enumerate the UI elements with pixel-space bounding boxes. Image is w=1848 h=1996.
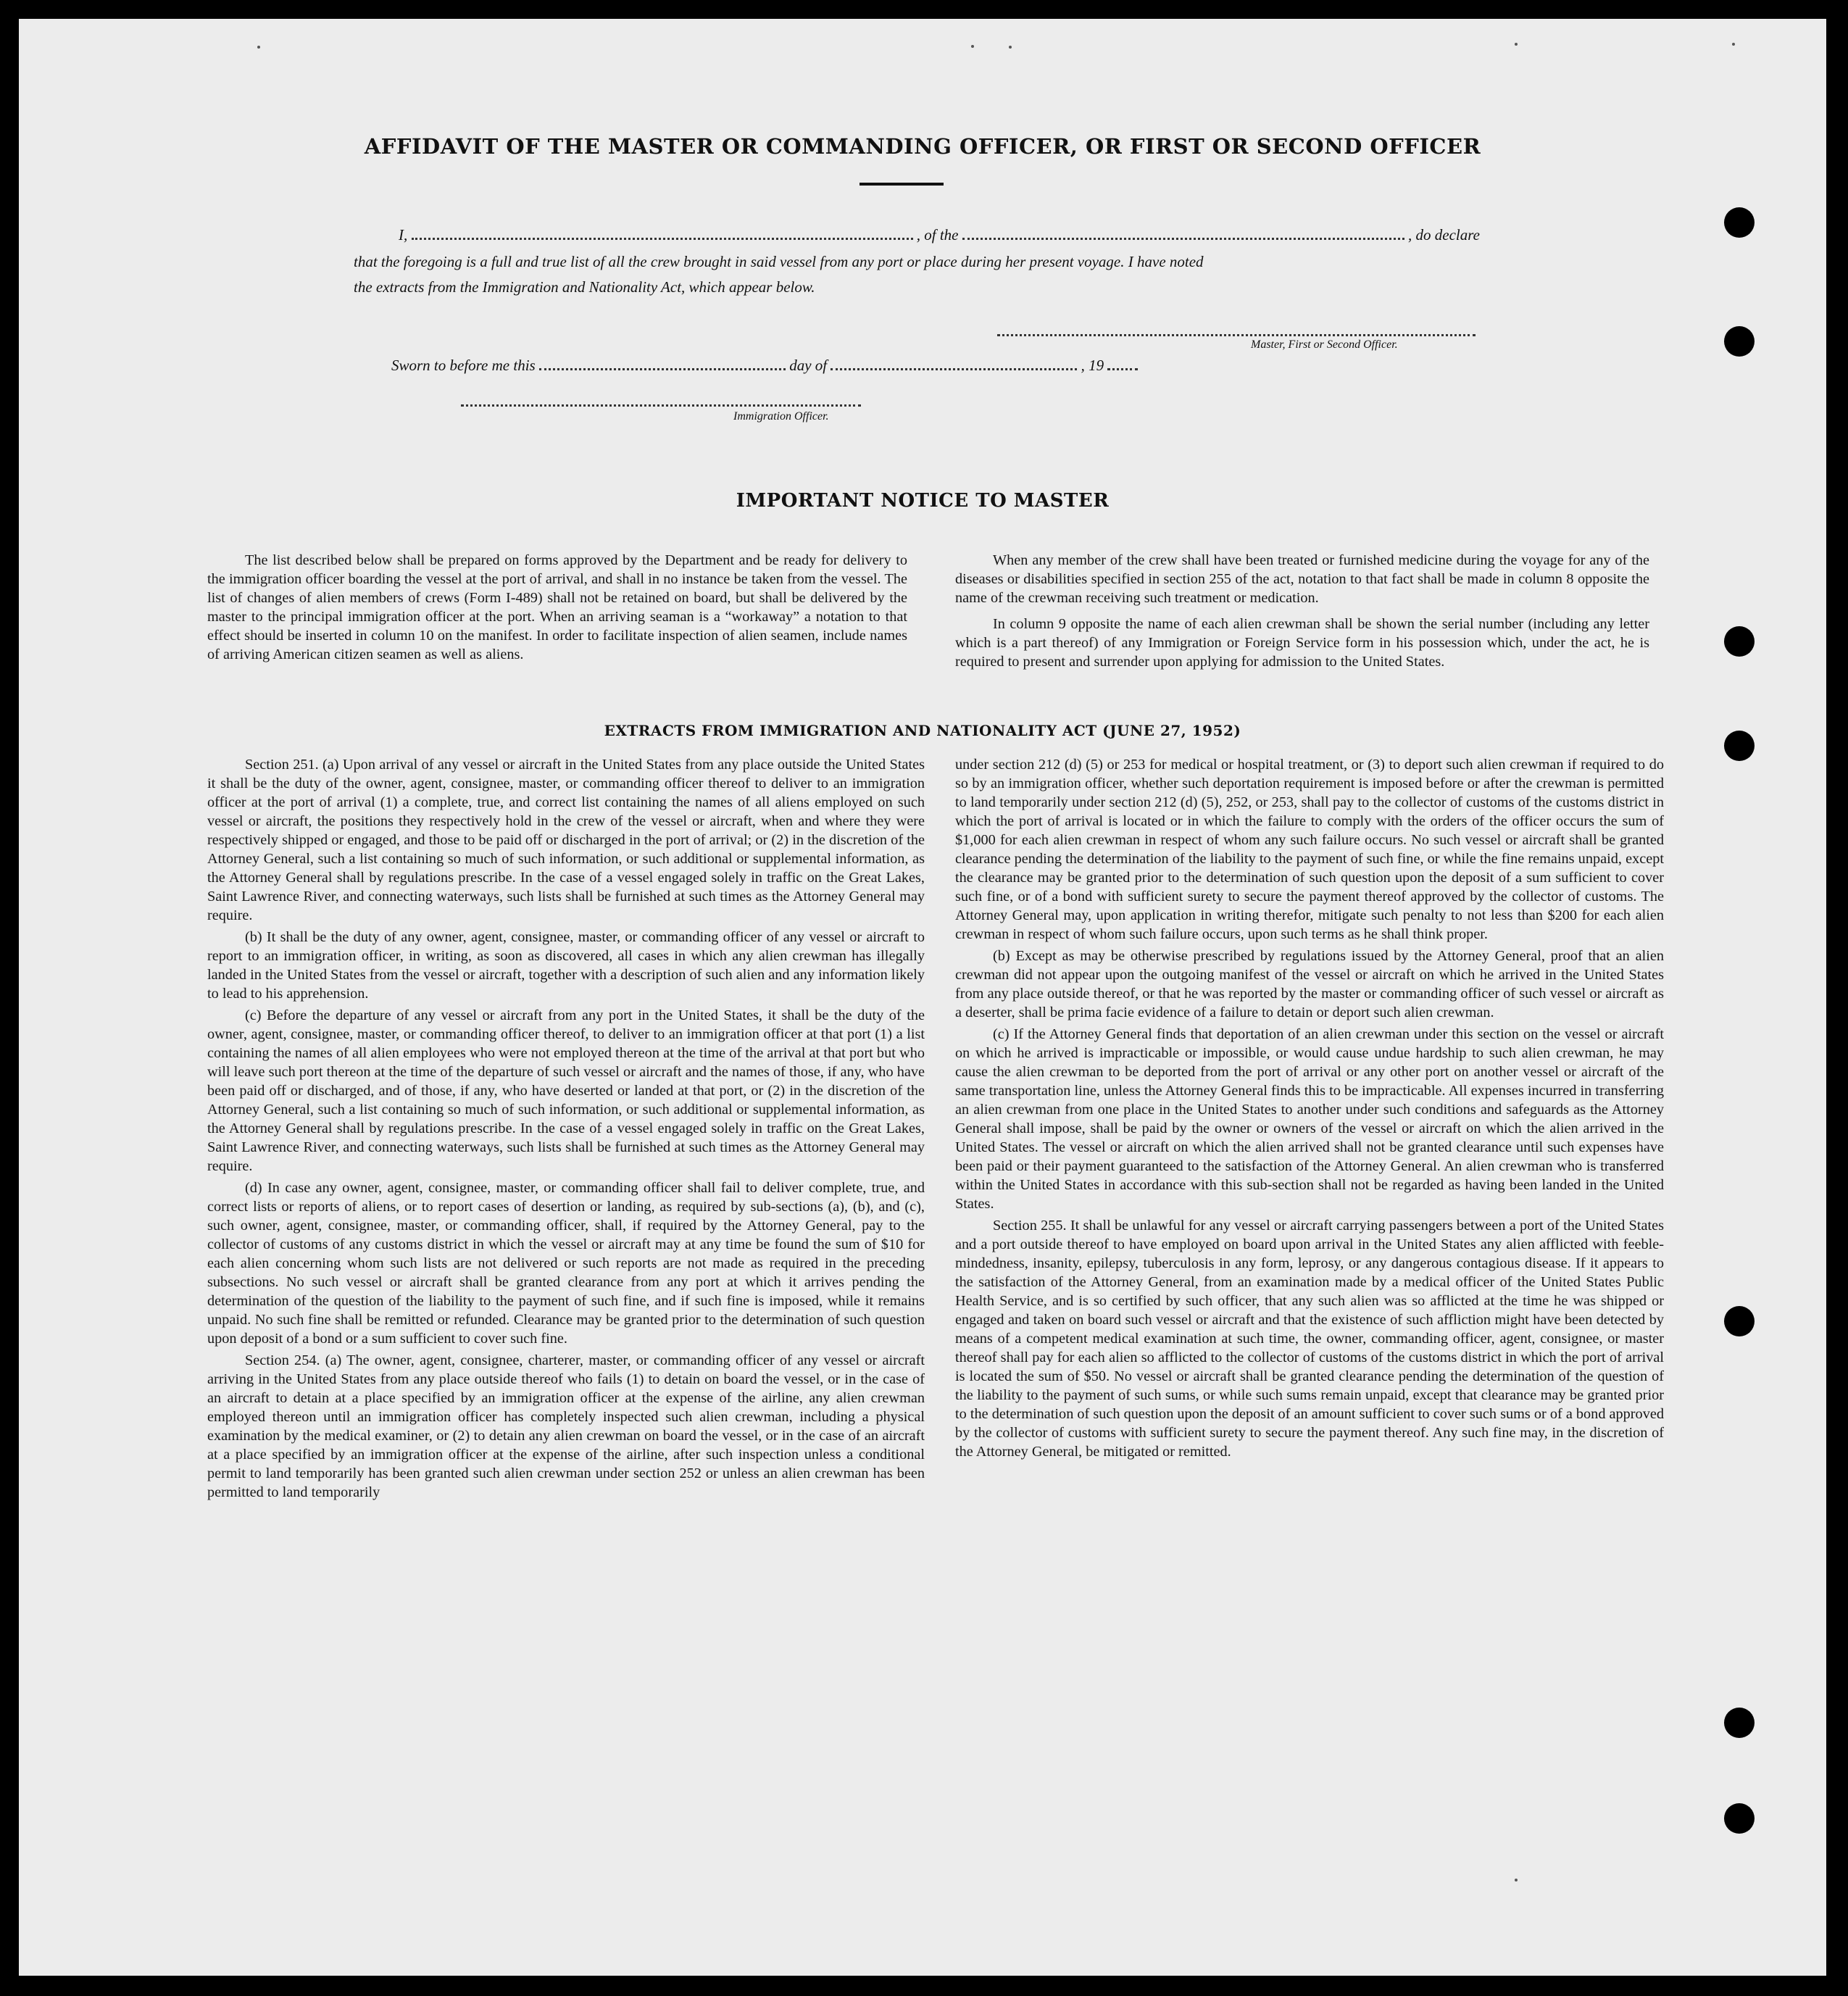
- scan-speck: [1515, 1879, 1518, 1881]
- statement-line-1: that the foregoing is a full and true list of all the crew brought in said vessel from any port or place during her present voyage. I have noted: [354, 253, 1204, 270]
- extracts-left-column: [207, 755, 925, 1505]
- notice-left-column: [207, 551, 907, 667]
- sworn-day-field[interactable]: [539, 367, 786, 370]
- extracts-right-column: [955, 755, 1664, 1464]
- extract-paragraph: (b) Except as may be otherwise prescribed by regulations issued by the Attorney General, proof that an alien crewman did not appear upon the outgoing manifest of the vessel or aircraft on which he arrived in the United States from any place outside thereof, or that he was reported by the master or commanding officer of such vessel or aircraft as a deserter, shall be prima facie evidence of a failure to detain or deport such alien crewman.: [955, 948, 1664, 1020]
- affidavit-title: AFFIDAVIT OF THE MASTER OR COMMANDING OFFICER, OR FIRST OR SECOND OFFICER: [364, 134, 1481, 159]
- name-field[interactable]: [412, 237, 913, 240]
- extract-paragraph: (b) It shall be the duty of any owner, agent, consignee, master, or commanding officer of any vessel or aircraft to report to an immigration officer, in writing, as soon as discovered, all cases in which any alien crewman has illegally landed in the United States from the vessel or aircraft, together with a description of such alien and any information likely to lead to his apprehension.: [207, 929, 925, 1002]
- scan-speck: [1009, 46, 1012, 49]
- sworn-line: [391, 357, 1138, 375]
- of-the-label: , of the: [916, 226, 959, 244]
- extract-paragraph: (c) Before the departure of any vessel or aircraft from any port in the United States, it shall be the duty of the owner, agent, consignee, master, or commanding officer thereof, to deliver to an immigration officer at that port (1) a list containing the names of all alien employees who were not employed thereon at the time of the arrival at that port but who will leave such port thereon at the time of the departure of such vessel or aircraft and the names of those, if any, who have been paid off or discharged, and of those, if any, who have deserted or landed at that port, or (2) in the discretion of the Attorney General, such a list containing so much of such information, or such additional or supplemental information, as the Attorney General shall by regulations prescribe. In the case of a vessel engaged solely in traffic on the Great Lakes, Saint Lawrence River, and connecting waterways, such lists shall be furnished at such times as the Attorney General may require.: [207, 1007, 925, 1174]
- vessel-field[interactable]: [962, 237, 1404, 240]
- scan-speck: [971, 45, 974, 48]
- notice-title: IMPORTANT NOTICE TO MASTER: [736, 490, 1110, 512]
- immigration-officer-signature-field[interactable]: [461, 404, 861, 407]
- i-label: I,: [399, 226, 408, 244]
- sworn-month-field[interactable]: [831, 367, 1077, 370]
- statement-line-2: the extracts from the Immigration and Nationality Act, which appear below.: [354, 278, 815, 296]
- year-label: , 19: [1081, 357, 1104, 374]
- title-rule: [860, 183, 944, 186]
- notice-paragraph: In column 9 opposite the name of each alien crewman shall be shown the serial number (including any letter which is a part thereof) of any Immigration or Foreign Service form in his possession which, under the act, he is required to present and surrender upon applying for admission to the United States.: [955, 616, 1649, 670]
- declaration-line: [399, 226, 1480, 244]
- extract-paragraph: (c) If the Attorney General finds that deportation of an alien crewman under this section on the vessel or aircraft on which he arrived is impracticable or impossible, or would cause undue hardship to such alien crewman, he may cause the alien crewman to be deported from the port of arrival or any other port on another vessel or aircraft of the same transportation line, unless the Attorney General finds this to be impracticable. All expenses incurred in transferring an alien crewman from one place in the United States to another under such conditions and safeguards as the Attorney General shall impose, shall be paid by the owner or owners of the vessel or aircraft on which the alien arrived in the United States. The vessel or aircraft on which the alien arrived shall not be granted clearance until such expenses have been paid or their payment guaranteed to the satisfaction of the Attorney General. An alien crewman who is transferred within the United States in accordance with this sub-section shall not be regarded as having been landed in the United States.: [955, 1026, 1664, 1212]
- master-signature-label: Master, First or Second Officer.: [1251, 338, 1398, 351]
- punch-hole: [1724, 626, 1755, 657]
- sworn-label: Sworn to before me this: [391, 357, 536, 374]
- scan-speck: [1515, 43, 1518, 46]
- punch-hole: [1724, 326, 1755, 357]
- notice-paragraph: The list described below shall be prepared on forms approved by the Department and be ready for delivery to the immigration officer boarding the vessel at the port of arrival, and shall in no instance be taken from the vessel. The list of changes of alien members of crews (Form I-489) shall not be retained on board, but shall be delivered by the master to the principal immigration officer at the port. When an arriving seaman is a “workaway” a notation to that effect should be inserted in column 10 on the manifest. In order to facilitate inspection of alien seamen, include names of arriving American citizen seamen as well as aliens.: [207, 552, 907, 662]
- extract-paragraph: (d) In case any owner, agent, consignee, master, or commanding officer shall fail to deliver complete, true, and correct lists or reports of aliens, or to report cases of desertion or landing, as required by sub-sections (a), (b), and (c), such owner, agent, consignee, master, or commanding officer, shall, if required by the Attorney General, pay to the collector of customs of any customs district in which the vessel or aircraft may at any time be found the sum of $10 for each alien concerning whom such lists are not delivered or such reports are not made as required in the preceding subsections. No such vessel or aircraft shall be granted clearance from any port at which it arrives pending the determination of the question of the liability to the payment of such fine, and if such fine is imposed, while it remains unpaid. No such fine shall be remitted or refunded. Clearance may be granted prior to the determination of such question upon deposit of a bond or a sum sufficient to cover such fine.: [207, 1180, 925, 1347]
- notice-paragraph: When any member of the crew shall have been treated or furnished medicine during the voyage for any of the diseases or disabilities specified in section 255 of the act, notation to that fact shall be made in column 8 opposite the name of the crewman receiving such treatment or medication.: [955, 552, 1649, 606]
- extract-paragraph: Section 255. It shall be unlawful for any vessel or aircraft carrying passengers between a port of the United States and a port outside thereof to have employed on board upon arrival in the United States any alien afflicted with feeble-mindedness, insanity, epilepsy, tuberculosis in any form, leprosy, or any dangerous contagious disease. If it appears to the satisfaction of the Attorney General, from an examination made by a medical officer of the United States Public Health Service, and is so certified by such officer, that any such alien was so afflicted at the time he was shipped or engaged and taken on board such vessel or aircraft and that the existence of such affliction might have been detected by means of a competent medical examination at such time, the owner, commanding officer, agent, consignee, or master thereof shall pay for each alien so afflicted to the collector of customs of the customs district in which the port of arrival is located the sum of $50. No vessel or aircraft shall be granted clearance pending the determination of the question of the liability to the payment of such sums, or while such sums remain unpaid, except that clearance may be granted prior to the determination of such question upon the deposit of an amount sufficient to cover such sums or of a bond approved by the collector of customs with sufficient surety to secure the payment thereof. Any such fine may, in the discretion of the Attorney General, be mitigated or remitted.: [955, 1218, 1664, 1460]
- immigration-officer-label: Immigration Officer.: [733, 410, 829, 423]
- do-declare-label: , do declare: [1408, 226, 1480, 244]
- day-of-label: day of: [789, 357, 828, 374]
- scan-speck: [1732, 43, 1735, 46]
- punch-hole: [1724, 1803, 1755, 1834]
- punch-hole: [1724, 207, 1755, 238]
- master-signature-field[interactable]: [997, 334, 1476, 336]
- document-sheet: [19, 19, 1826, 1976]
- punch-hole: [1724, 1306, 1755, 1336]
- extract-paragraph: Section 251. (a) Upon arrival of any vessel or aircraft in the United States from any place outside the United States it shall be the duty of the owner, agent, consignee, master, or commanding officer thereof to deliver to an immigration officer at the port of arrival (1) a complete, true, and correct list containing the names of all aliens employed on such vessel or aircraft, the positions they respectively hold in the crew of the vessel or aircraft, when and where they were respectively shipped or engaged, and those to be paid off or discharged in the port of arrival; or (2) in the discretion of the Attorney General, such a list containing so much of such information, or such additional or supplemental information, as the Attorney General shall by regulations prescribe. In the case of a vessel engaged solely in traffic on the Great Lakes, Saint Lawrence River, and connecting waterways, such lists shall be furnished at such times as the Attorney General may require.: [207, 757, 925, 923]
- extracts-title: EXTRACTS FROM IMMIGRATION AND NATIONALITY ACT (JUNE 27, 1952): [604, 722, 1241, 739]
- notice-right-column: [955, 551, 1649, 674]
- scan-speck: [257, 46, 260, 49]
- extract-paragraph: Section 254. (a) The owner, agent, consignee, charterer, master, or commanding officer of any vessel or aircraft arriving in the United States from any place outside thereof who fails (1) to detain on board the vessel, or in the case of an aircraft to detain at a place specified by an immigration officer at the expense of the airline, any alien crewman employed thereon until an immigration officer has completely inspected such alien crewman, including a physical examination by the medical examiner, or (2) to detain any alien crewman on board the vessel, or in the case of an aircraft at a place specified by an immigration officer at the expense of the airline, after such inspection unless a conditional permit to land temporarily has been granted such alien crewman under section 252 or unless an alien crewman has been permitted to land temporarily: [207, 1352, 925, 1500]
- extract-paragraph: under section 212 (d) (5) or 253 for medical or hospital treatment, or (3) to deport such alien crewman if required to do so by an immigration officer, whether such deportation requirement is imposed before or after the crewman is permitted to land temporarily under section 212 (d) (5), 252, or 253, shall pay to the collector of customs of the customs district in which the port of arrival is located or in which the failure to comply with the orders of the officer occurs the sum of $1,000 for each alien crewman in respect of whom any such failure occurs. No such vessel or aircraft shall be granted clearance pending the determination of the liability to the payment of such fine, or while the fine remains unpaid, except the clearance may be granted prior to the determination of such question upon the deposit of a sum sufficient to cover such fine, or of a bond with sufficient surety to secure the payment thereof approved by the collector of customs. The Attorney General may, upon application in writing therefor, mitigate such penalty to not less than $200 for each alien crewman in respect of whom such failure occurs, upon such terms as he shall think proper.: [955, 757, 1664, 942]
- sworn-year-field[interactable]: [1107, 367, 1138, 370]
- punch-hole: [1724, 1708, 1755, 1738]
